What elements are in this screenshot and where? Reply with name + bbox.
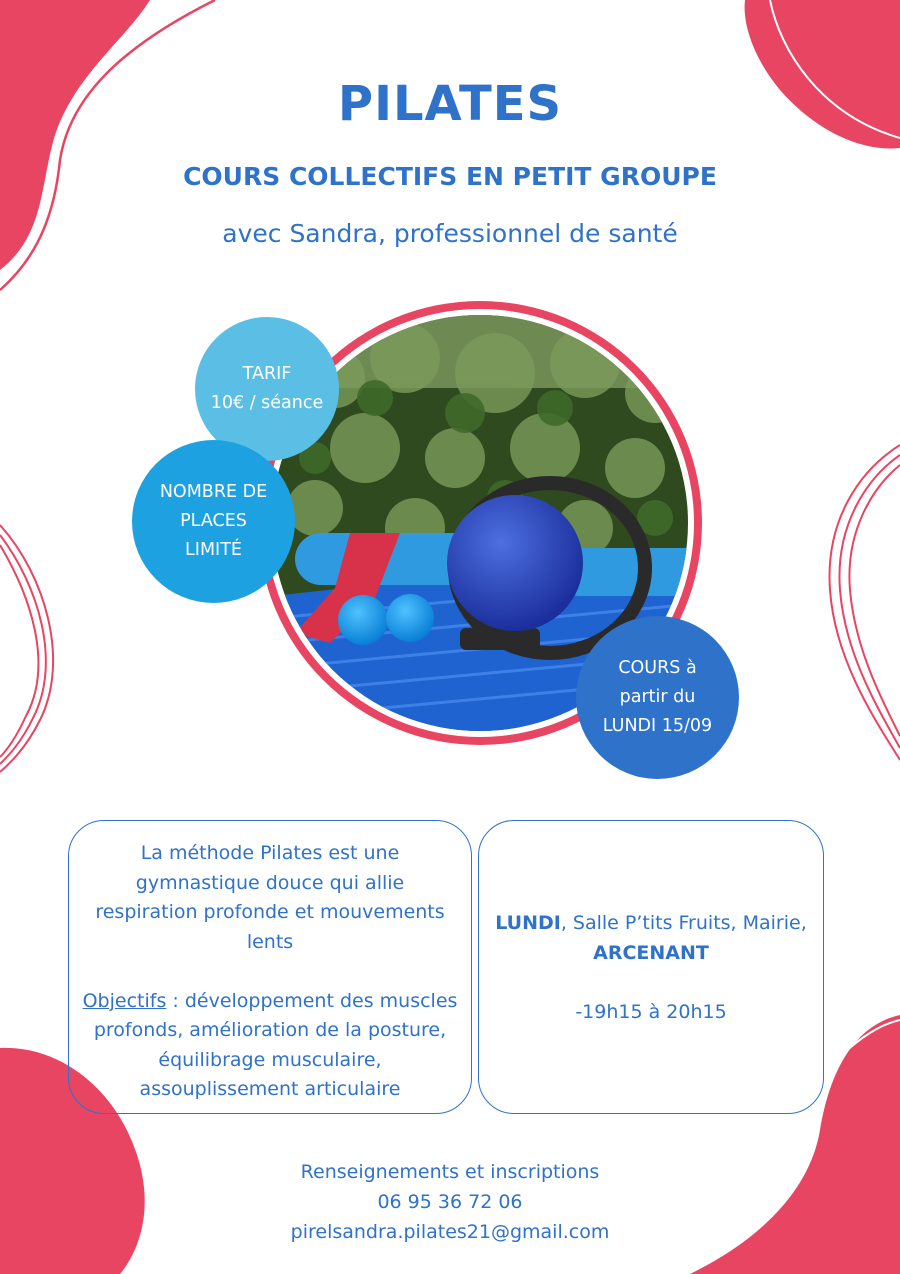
contact-email[interactable]: pirelsandra.pilates21@gmail.com <box>290 1221 610 1243</box>
description-line: gymnastique douce qui allie <box>135 871 405 894</box>
objectives-line: profonds, amélioration de la posture, <box>93 1019 447 1041</box>
start-line-2: partir du <box>619 687 696 707</box>
objectives-line: assouplissement articulaire <box>139 1078 401 1100</box>
schedule-hours: -19h15 à 20h15 <box>575 1000 727 1023</box>
page-title: PILATES <box>337 76 563 132</box>
schedule-place: , Salle P’tits Fruits, Mairie, <box>560 912 807 934</box>
contact-heading: Renseignements et inscriptions <box>300 1161 600 1183</box>
contact-info <box>0 1157 900 1247</box>
start-line-1: COURS à <box>618 658 697 678</box>
limited-places-badge <box>132 440 295 603</box>
description-line: respiration profonde et mouvements <box>95 901 445 923</box>
price-label: TARIF <box>242 364 292 384</box>
contact-phone[interactable]: 06 95 36 72 06 <box>377 1191 523 1213</box>
schedule-location <box>479 909 823 939</box>
start-line-3: LUNDI 15/09 <box>602 716 713 736</box>
instructor-tagline: avec Sandra, professionnel de santé <box>222 219 678 248</box>
schedule-day: LUNDI <box>495 912 561 934</box>
objectives-line: Objectifs : développement des muscles <box>82 989 458 1012</box>
right-loops <box>830 445 900 760</box>
description-line: La méthode Pilates est une <box>140 842 400 864</box>
start-date-badge <box>576 616 739 779</box>
page-subtitle: COURS COLLECTIFS EN PETIT GROUPE <box>183 162 717 191</box>
description-line: lents <box>246 930 294 953</box>
objectives-line: équilibrage musculaire, <box>158 1048 382 1071</box>
left-loops <box>0 525 53 772</box>
description-box <box>68 820 472 1114</box>
price-value: 10€ / séance <box>210 393 324 413</box>
places-line-1: NOMBRE DE <box>159 482 268 502</box>
schedule-box <box>478 820 824 1114</box>
places-line-3: LIMITÉ <box>185 540 242 560</box>
schedule-town: ARCENANT <box>593 941 709 964</box>
places-line-2: PLACES <box>180 511 247 531</box>
objectives-label: Objectifs <box>82 989 167 1012</box>
